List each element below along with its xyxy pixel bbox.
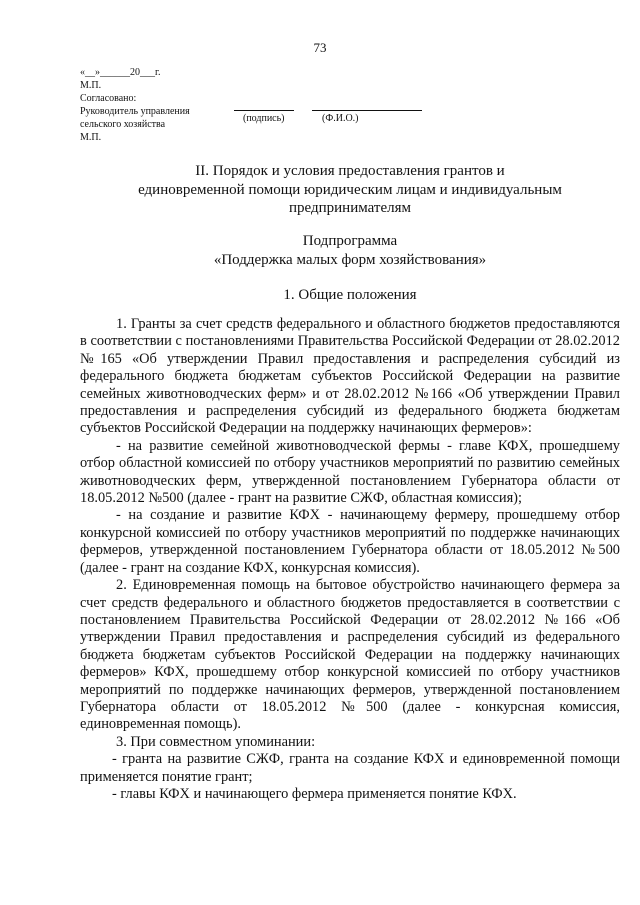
page-number: 73 [313,40,327,55]
section-title [80,162,620,218]
paragraph: - на создание и развитие КФХ - начинающему фермеру, прошедшему отбор конкурсной комиссией по отбору участников мероприятий по поддержке начинающих фермеров, утвержденной постановлением Губернатора области от 18.05.2012 №500 (далее - грант на создание КФХ, конкурсная комиссия). [80,507,620,576]
name-line [312,110,422,111]
paragraph: 2. Единовременная помощь на бытовое обустройство начинающего фермера за счет средств федерального и областного бюджетов предоставляется в соответствии с постановлением Правительства Российской Федерации от 28.02.2012 №166 «Об утверждении Правил предоставления и распределения субсидий из федерального бюджета бюджетам субъектов Российской Федерации на поддержку начинающих фермеров» КФХ, прошедшему отбор конкурсной комиссией по отбору участников мероприятий по поддержке начинающих фермеров, утвержденной постановлением Губернатора области от 18.05.2012 №500 (далее - конкурсная комиссия, единовременная помощь). [80,577,620,733]
seal-mark: М.П. [80,80,102,91]
head-title-line-1: Руководитель управления [80,106,190,117]
date-line: «__»______20___г. [80,67,161,78]
paragraph: - на развитие семейной животноводческой фермы - главе КФХ, прошедшему отбор областной комиссией по отбору участников мероприятий по развитию семейных животноводческих ферм, утвержденной постановлением Губернатора области от 18.05.2012 №500 (далее - грант на развитие СЖФ, областная комиссия); [80,437,620,507]
head-title-line-2: сельского хозяйства [80,119,166,130]
paragraph: - гранта на развитие СЖФ, гранта на создание КФХ и единовременной помощи применяется понятие грант; [80,751,620,785]
signature-line [234,110,294,111]
section-title-line: II. Порядок и условия предоставления грантов и [195,163,505,179]
paragraph: 1. Гранты за счет средств федерального и областного бюджетов предоставляются в соответствии с постановлениями Правительства Российской Федерации от 28.02.2012 №165 «Об утверждении Правил предоставления и распределения субсидий из федерального бюджета бюджетам субъектов Российской Федерации на развитие семейных животноводческих ферм» и от 28.02.2012 №166 «Об утверждении Правил предоставления и распределения субсидий из федерального бюджета бюджетам субъектов Российской Федерации на поддержку начинающих фермеров»: [80,316,620,437]
agreed-label: Согласовано: [80,93,137,104]
paragraph: - главы КФХ и начинающего фермера применяется понятие КФХ. [112,785,517,802]
name-caption: (Ф.И.О.) [322,113,359,124]
approval-block [80,66,190,144]
section-title-line: единовременной помощи юридическим лицам и индивидуальным [138,181,562,198]
signature-caption: (подпись) [243,113,285,124]
subprogram-label: Подпрограмма [302,233,398,249]
paragraph: 3. При совместном упоминании: [116,733,316,750]
seal-mark-2: М.П. [80,132,102,143]
chapter-title: 1. Общие положения [283,287,417,303]
section-title-line: предпринимателям [289,200,411,216]
subprogram-name: «Поддержка малых форм хозяйствования» [213,251,487,268]
body-text [80,316,620,803]
subprogram-heading [80,232,620,269]
